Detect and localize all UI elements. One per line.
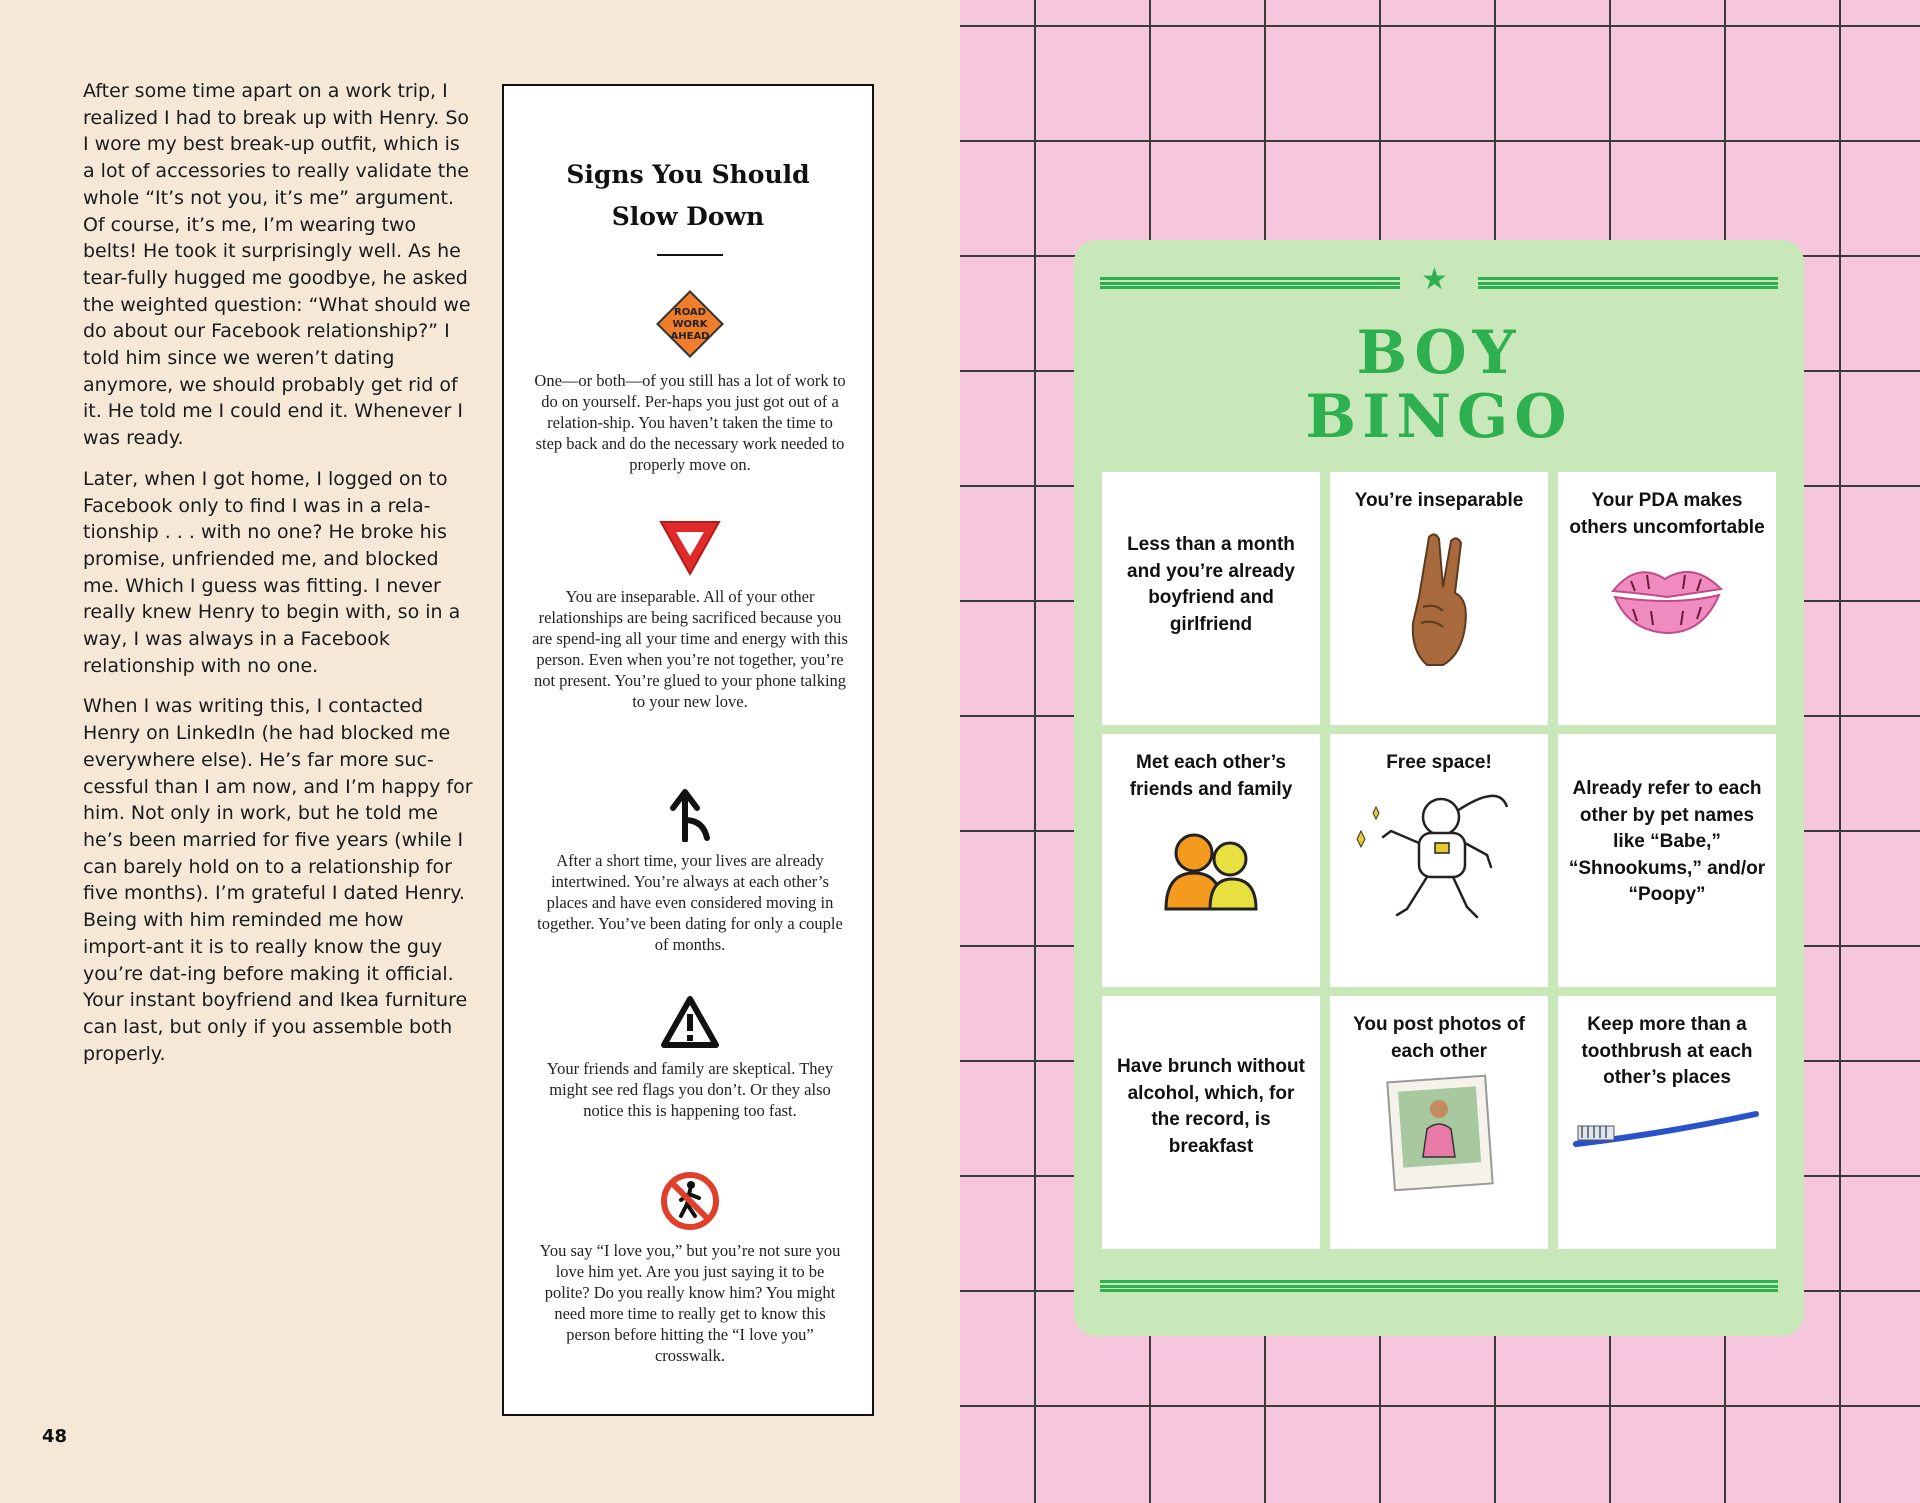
bingo-cell (1330, 472, 1548, 725)
bingo-cell-text: Met each other’s friends and family (1129, 752, 1293, 800)
people-icon (1156, 827, 1266, 917)
lipstick-kiss-icon (1607, 557, 1727, 637)
bingo-cell-text: Free space! (1386, 752, 1492, 773)
star-icon: ★ (1421, 262, 1448, 297)
warning-icon (660, 994, 720, 1050)
paragraph-3: When I was writing this, I contacted Henry on LinkedIn (he had blocked me everywhere else). He’s far more suc-cessful than I am now, and I’m happy for him. Not only in work, but he told me he’s been married for five years (while I can barely hold on to a relationship for five months). I’m grateful I dated Henry. Being with him reminded me how import-ant it is to really know the guy you’re dat-ing before making it official. Your instant boyfriend and Ikea furniture can last, but only if you assemble both properly. (83, 695, 473, 1065)
bingo-title-line-2: BINGO (1305, 382, 1573, 452)
bingo-cell-text: You post photos of each other (1353, 1014, 1525, 1062)
bingo-cell-text: Already refer to each other by pet names like “Babe,” “Shnookums,” and/or “Poopy” (1568, 778, 1766, 905)
road-sign-word-3: AHEAD (670, 331, 710, 342)
sign-text: Your friends and family are skeptical. They might see red flags you don’t. Or they also notice this is happening too fast. (546, 1059, 834, 1120)
sidebar-title-line-2: Slow Down (611, 202, 765, 231)
sign-text: You are inseparable. All of your other relationships are being sacrificed because you are spend-ing all your time and energy with this person. Even when you’re not together, you’re not present. You’re glued to your phone talking to your new love. (532, 587, 848, 711)
title-divider (657, 254, 723, 256)
bingo-cell (1558, 996, 1776, 1249)
bingo-cell-text: Keep more than a toothbrush at each other’s places (1581, 1014, 1753, 1088)
road-work-ahead-icon (652, 286, 728, 362)
bingo-title-line-1: BOY (1356, 318, 1522, 388)
sidebar-title (504, 154, 872, 238)
bingo-cell (1330, 996, 1548, 1249)
no-pedestrian-crossing-icon (659, 1170, 721, 1232)
bingo-cell (1330, 734, 1548, 987)
polaroid-photo-icon (1379, 1073, 1499, 1193)
sign-yield (532, 518, 848, 712)
yield-icon (657, 518, 723, 578)
merge-arrow-icon (665, 786, 715, 842)
bingo-cell (1102, 472, 1320, 725)
page-number: 48 (42, 1426, 68, 1447)
bingo-cell (1558, 734, 1776, 987)
bingo-cell-text: You’re inseparable (1354, 490, 1524, 511)
astronaut-icon (1349, 783, 1529, 933)
boy-bingo-card (1074, 240, 1804, 1336)
bingo-cell (1102, 996, 1320, 1249)
road-sign-word-2: WORK (672, 319, 708, 330)
sign-no-crossing (532, 1170, 848, 1366)
paragraph-2: Later, when I got home, I logged on to Facebook only to find I was in a rela-tionship . . . with no one? He broke his promise, unfriended me, and blocked me. Which I guess was fitting. I never really knew Henry to begin with, so in a way, I was always in a Facebook relationship with no one. (83, 467, 461, 677)
top-rule-left (1100, 277, 1400, 289)
bottom-rule (1100, 1280, 1778, 1292)
road-sign-word-1: ROAD (674, 307, 706, 318)
bingo-cell (1102, 734, 1320, 987)
sign-road-work (532, 286, 848, 475)
sign-warning (532, 994, 848, 1121)
body-text (83, 78, 473, 1081)
sign-merge (532, 786, 848, 955)
bingo-cell-text: Less than a month and you’re already boyfriend and girlfriend (1127, 534, 1295, 635)
sign-text: After a short time, your lives are already intertwined. You’re always at each other’s places and have even considered moving in together. You’ve been dating for only a couple of months. (537, 851, 843, 954)
sidebar-title-line-1: Signs You Should (566, 160, 810, 189)
crossed-fingers-icon (1399, 527, 1479, 677)
bingo-cell-text: Have brunch without alcohol, which, for the record, is breakfast (1117, 1056, 1305, 1157)
paragraph-1: After some time apart on a work trip, I realized I had to break up with Henry. So I wore my best break-up outfit, which is a lot of accessories to really validate the whole “It’s not you, it’s me” argument. Of course, it’s me, I’m wearing two belts! He took it surprisingly well. As he tear-fully hugged me goodbye, he asked the weighted question: “What should we do about our Facebook relationship?” I told him since we weren’t dating anymore, we should probably get rid of it. He told me I could end it. Whenever I was ready. (83, 80, 471, 450)
bingo-cell (1558, 472, 1776, 725)
sign-text: One—or both—of you still has a lot of work to do on yourself. Per-haps you just got out of a relation-ship. You haven’t taken the time to step back and do the necessary work needed to properly move on. (534, 371, 846, 474)
signs-sidebar (502, 84, 874, 1416)
toothbrush-icon (1572, 1104, 1762, 1154)
sign-text: You say “I love you,” but you’re not sure you love him yet. Are you just saying it to be polite? Do you really know him? You might need more time to really get to know this person before hitting the “I love you” crosswalk. (539, 1241, 841, 1365)
top-rule-right (1478, 277, 1778, 289)
bingo-cell-text: Your PDA makes others uncomfortable (1569, 490, 1765, 538)
